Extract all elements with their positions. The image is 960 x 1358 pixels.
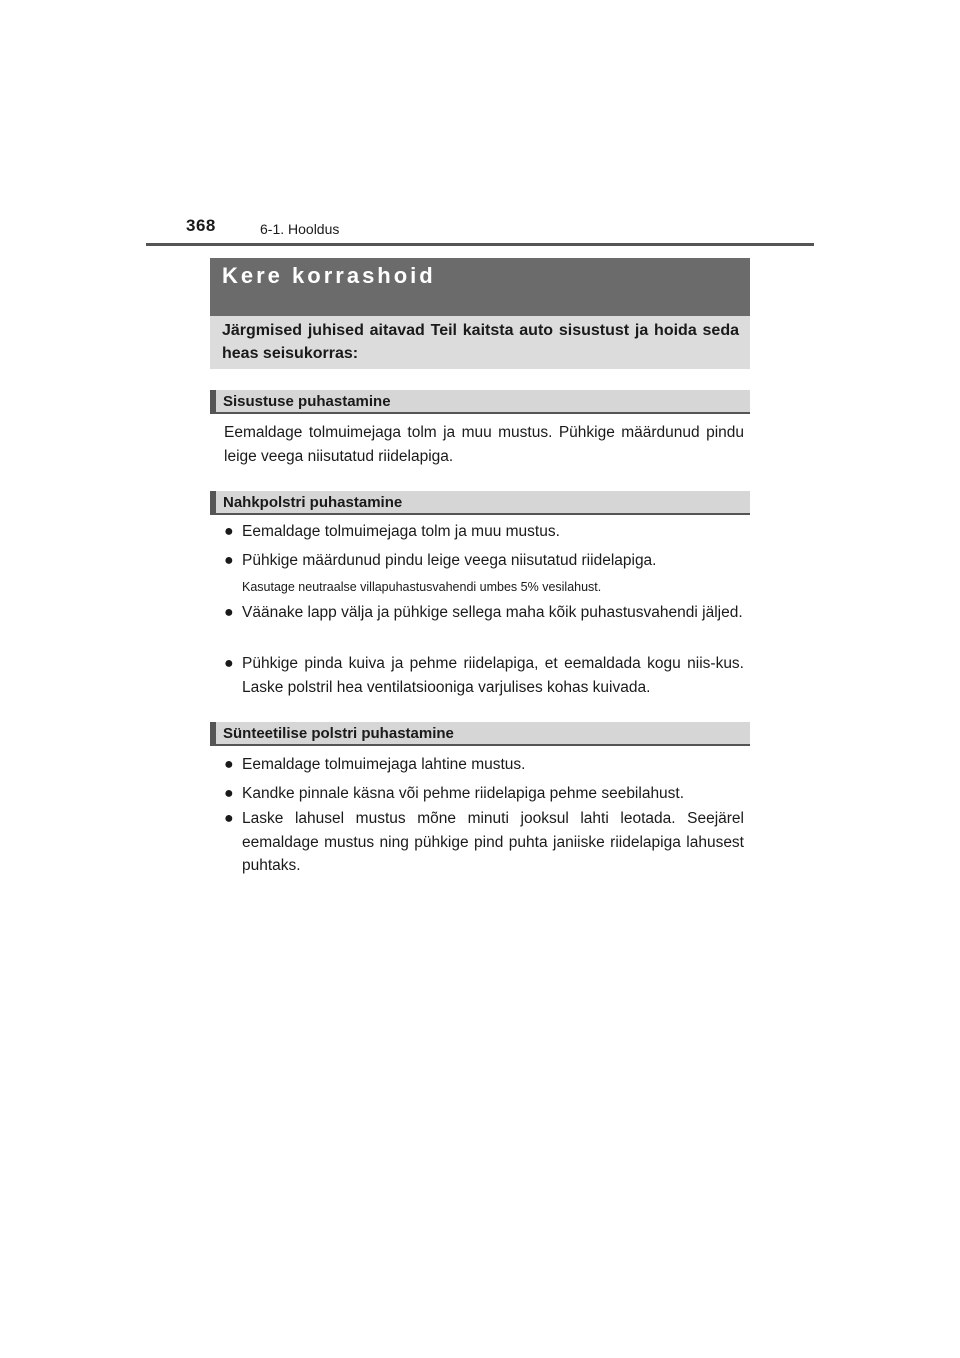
list-item-text: Väänake lapp välja ja pühkige sellega maha kõik puhastusvahendi jäljed.: [242, 604, 743, 621]
subheading-synthetic-cleaning: [210, 722, 750, 746]
subheading-label: Sisustuse puhastamine: [223, 393, 391, 410]
subheading-label: Nahkpolstri puhastamine: [223, 494, 403, 511]
section-reference: 6-1. Hooldus: [260, 221, 340, 237]
bullet-icon: ●: [224, 785, 234, 802]
intro-block: [210, 316, 750, 369]
list-item-text: Eemaldage tolmuimejaga tolm ja muu mustus.: [242, 523, 560, 540]
list-item-text: Pühkige määrdunud pindu leige veega niisutatud riidelapiga.: [242, 552, 657, 569]
title-block: [210, 258, 750, 316]
list-item-text: Pühkige pinda kuiva ja pehme riidelapiga, et eemaldada kogu niis-kus. Laske polstril hea ventilatsiooniga varjulises kohas kuivada.: [242, 655, 744, 696]
list-item-text: Laske lahusel mustus mõne minuti jooksul lahti leotada. Seejärel eemaldage mustus ning pühkige pind puhta janiiske riidelapiga lahusest puhtaks.: [242, 810, 744, 874]
bullet-icon: ●: [224, 604, 234, 621]
list-item-text: Eemaldage tolmuimejaga lahtine mustus.: [242, 756, 526, 773]
bullet-icon: ●: [224, 655, 234, 672]
intro-text: Järgmised juhised aitavad Teil kaitsta auto sisustust ja hoida seda heas seisukorras:: [222, 322, 739, 362]
subheading-leather-cleaning: [210, 491, 750, 515]
bullet-icon: ●: [224, 810, 234, 827]
note-text: Kasutage neutraalse villapuhastusvahendi umbes 5% vesilahust.: [242, 580, 602, 594]
bullet-icon: ●: [224, 756, 234, 773]
page-title: Kere korrashoid: [222, 263, 436, 288]
subheading-interior-cleaning: [210, 390, 750, 414]
page-number: 368: [186, 216, 216, 235]
subheading-label: Sünteetilise polstri puhastamine: [223, 725, 454, 742]
header-rule: [146, 243, 814, 246]
bullet-icon: ●: [224, 523, 234, 540]
bullet-icon: ●: [224, 552, 234, 569]
paragraph-interior-cleaning: Eemaldage tolmuimejaga tolm ja muu mustus. Pühkige määrdunud pindu leige veega niisutatud riidelapiga.: [224, 424, 744, 465]
list-item-text: Kandke pinnale käsna või pehme riidelapiga pehme seebilahust.: [242, 785, 685, 802]
